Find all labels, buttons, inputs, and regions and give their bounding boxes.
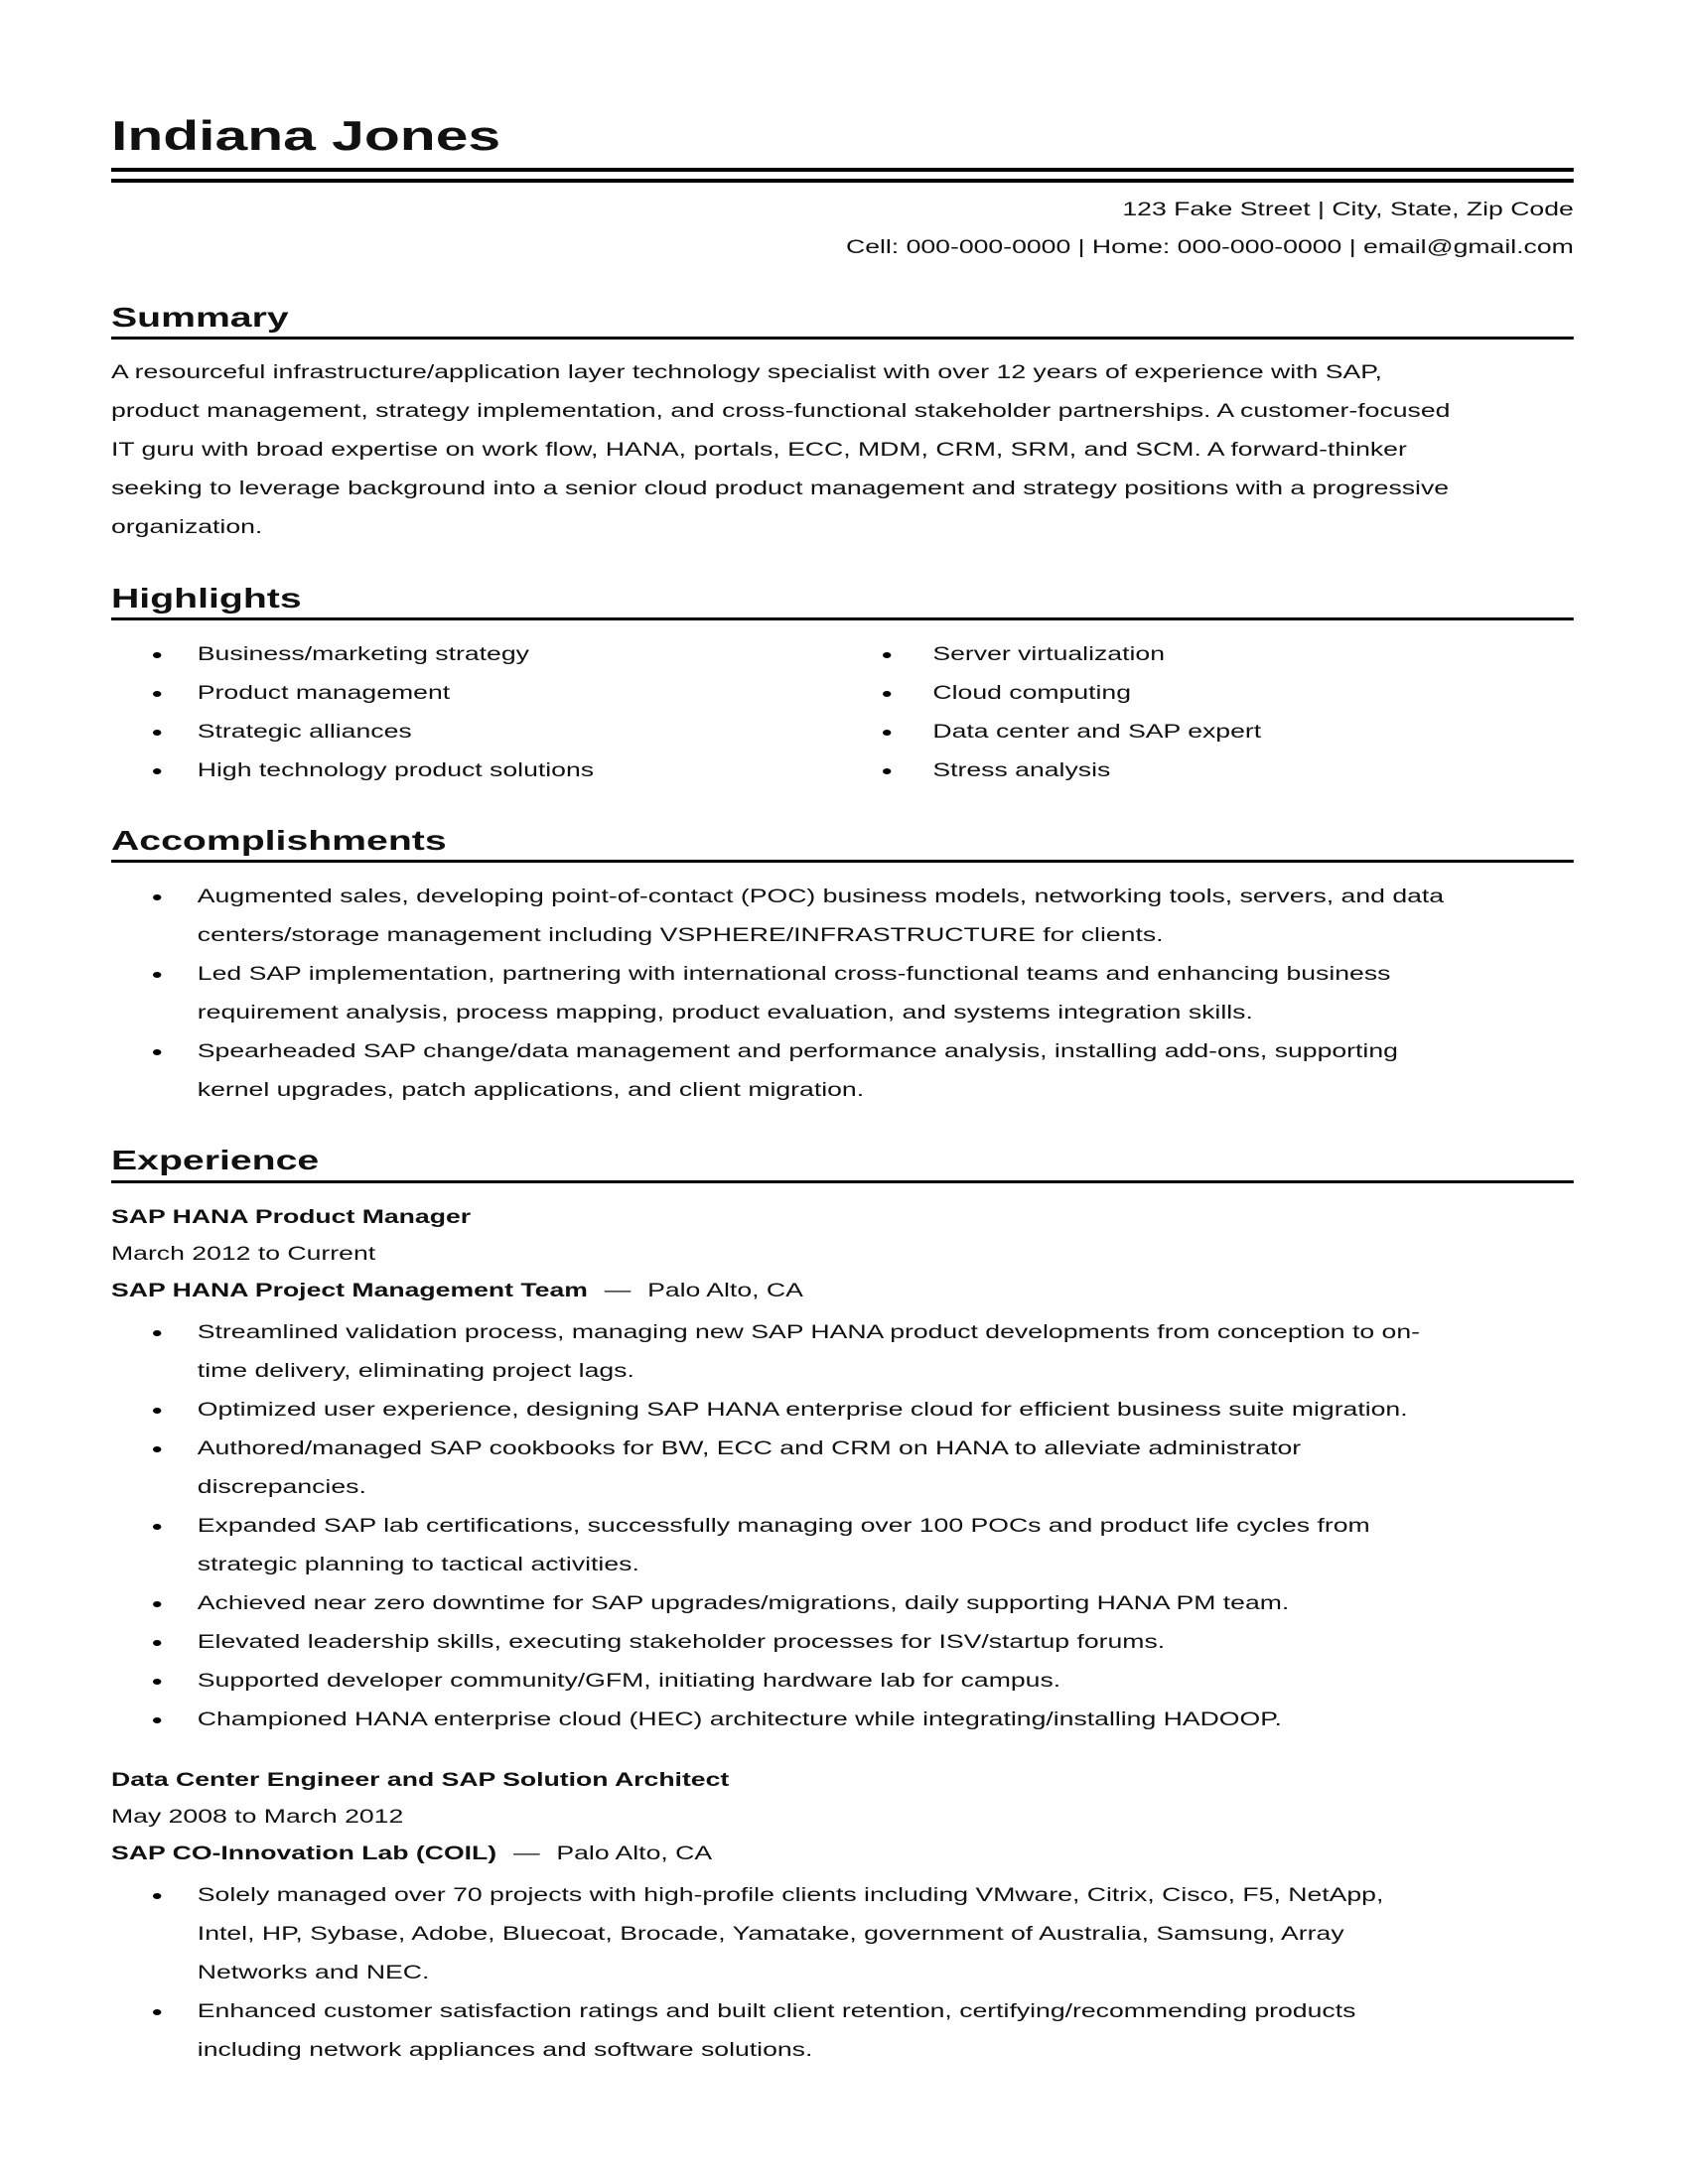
- summary-line: IT guru with broad expertise on work flow, HANA, portals, ECC, MDM, CRM, SRM, and SCM. A forward-thinker: [111, 440, 1407, 461]
- header-rule-bottom: [111, 179, 1574, 183]
- accomplishment-line: Spearheaded SAP change/data management and performance analysis, installing add-ons, supporting: [197, 1041, 1398, 1062]
- job-bullet-line: Optimized user experience, designing SAP HANA enterprise cloud for efficient business suite migration.: [197, 1400, 1408, 1421]
- job-dates: May 2008 to March 2012: [111, 1807, 404, 1828]
- job-bullet-line: strategic planning to tactical activities.: [197, 1555, 639, 1575]
- job-bullet-line: Authored/managed SAP cookbooks for BW, ECC and CRM on HANA to alleviate administrator: [197, 1438, 1302, 1459]
- job-bullet-line: Championed HANA enterprise cloud (HEC) architecture while integrating/installing HADOOP.: [197, 1709, 1282, 1730]
- highlight-item: Data center and SAP expert: [932, 722, 1262, 743]
- job-company-row: [111, 1835, 712, 1873]
- job-bullet-line: time delivery, eliminating project lags.: [197, 1361, 634, 1382]
- job-bullet-line: Solely managed over 70 projects with high-profile clients including VMware, Citrix, Cisco, F5, NetApp,: [197, 1885, 1384, 1906]
- summary-line: seeking to leverage background into a senior cloud product management and strategy positions with a progressive: [111, 478, 1450, 499]
- job-title: SAP HANA Product Manager: [111, 1207, 472, 1228]
- bullet-icon: [153, 1893, 161, 1899]
- job-bullet-line: Supported developer community/GFM, initiating hardware lab for campus.: [197, 1671, 1061, 1692]
- bullet-icon: [153, 652, 161, 658]
- bullet-icon: [153, 1049, 161, 1055]
- job-bullet-line: Streamlined validation process, managing new SAP HANA product developments from conception to on-: [197, 1322, 1420, 1343]
- highlight-item: Stress analysis: [932, 760, 1111, 781]
- highlights-rule: [111, 617, 1574, 620]
- accomplishment-line: Augmented sales, developing point-of-contact (POC) business models, networking tools, servers, and data: [197, 887, 1445, 907]
- bullet-icon: [153, 1717, 161, 1723]
- job-bullet-line: Networks and NEC.: [197, 1963, 430, 1983]
- job-company: SAP CO-Innovation Lab (COIL): [111, 1843, 497, 1864]
- contact-address: 123 Fake Street | City, State, Zip Code: [1122, 200, 1574, 220]
- highlight-item: High technology product solutions: [197, 760, 595, 781]
- job-location: Palo Alto, CA: [556, 1843, 713, 1864]
- job-bullet-line: Intel, HP, Sybase, Adobe, Bluecoat, Brocade, Yamatake, government of Australia, Samsung, Array: [197, 1924, 1344, 1945]
- accomplishment-line: requirement analysis, process mapping, product evaluation, and systems integration skills.: [197, 1003, 1253, 1024]
- bullet-icon: [883, 730, 891, 736]
- bullet-icon: [153, 972, 161, 978]
- highlight-item: Cloud computing: [932, 683, 1132, 704]
- job-dates: March 2012 to Current: [111, 1244, 376, 1265]
- highlights-heading: Highlights: [111, 583, 302, 614]
- summary-line: product management, strategy implementation, and cross-functional stakeholder partnerships. A customer-focused: [111, 401, 1451, 422]
- job-bullet-line: including network appliances and software solutions.: [197, 2040, 813, 2061]
- candidate-name: Indiana Jones: [111, 112, 501, 159]
- bullet-icon: [153, 1524, 161, 1530]
- highlight-item: Business/marketing strategy: [197, 644, 529, 665]
- bullet-icon: [153, 2009, 161, 2015]
- highlight-item: Server virtualization: [932, 644, 1165, 665]
- highlight-item: Strategic alliances: [197, 722, 412, 743]
- job-bullet-line: discrepancies.: [197, 1477, 366, 1498]
- job-bullet-line: Expanded SAP lab certifications, successfully managing over 100 POCs and product life cycles from: [197, 1516, 1370, 1537]
- accomplishment-line: kernel upgrades, patch applications, and client migration.: [197, 1080, 865, 1101]
- bullet-icon: [153, 1601, 161, 1607]
- summary-heading: Summary: [111, 302, 289, 333]
- accomplishments-rule: [111, 860, 1574, 863]
- job-company-row: [111, 1272, 803, 1310]
- job-bullet-line: Elevated leadership skills, executing stakeholder processes for ISV/startup forums.: [197, 1632, 1166, 1653]
- accomplishments-heading: Accomplishments: [111, 825, 447, 856]
- experience-heading: Experience: [111, 1145, 320, 1175]
- job-company: SAP HANA Project Management Team: [111, 1281, 588, 1301]
- bullet-icon: [883, 768, 891, 774]
- separator-dash: —: [512, 1843, 540, 1864]
- bullet-icon: [883, 652, 891, 658]
- summary-rule: [111, 337, 1574, 340]
- summary-line: A resourceful infrastructure/application layer technology specialist with over 12 years of experience with SAP,: [111, 362, 1382, 383]
- accomplishment-line: Led SAP implementation, partnering with international cross-functional teams and enhancing business: [197, 964, 1391, 985]
- job-location: Palo Alto, CA: [647, 1281, 803, 1301]
- bullet-icon: [153, 1446, 161, 1452]
- highlight-item: Product management: [197, 683, 451, 704]
- job-bullet-line: Achieved near zero downtime for SAP upgrades/migrations, daily supporting HANA PM team.: [197, 1593, 1290, 1614]
- experience-rule: [111, 1180, 1574, 1183]
- bullet-icon: [153, 1679, 161, 1685]
- bullet-icon: [153, 1640, 161, 1646]
- contact-phones-email: Cell: 000-000-0000 | Home: 000-000-0000 | email@gmail.com: [845, 237, 1574, 258]
- job-bullet-line: Enhanced customer satisfaction ratings and built client retention, certifying/recommending products: [197, 2001, 1356, 2022]
- header-rule-top: [111, 168, 1574, 172]
- bullet-icon: [153, 1330, 161, 1336]
- bullet-icon: [153, 691, 161, 697]
- bullet-icon: [153, 894, 161, 900]
- bullet-icon: [153, 730, 161, 736]
- bullet-icon: [153, 768, 161, 774]
- bullet-icon: [883, 691, 891, 697]
- accomplishment-line: centers/storage management including VSPHERE/INFRASTRUCTURE for clients.: [197, 925, 1164, 946]
- summary-line: organization.: [111, 517, 263, 538]
- separator-dash: —: [604, 1281, 632, 1301]
- job-title: Data Center Engineer and SAP Solution Architect: [111, 1770, 730, 1791]
- bullet-icon: [153, 1408, 161, 1414]
